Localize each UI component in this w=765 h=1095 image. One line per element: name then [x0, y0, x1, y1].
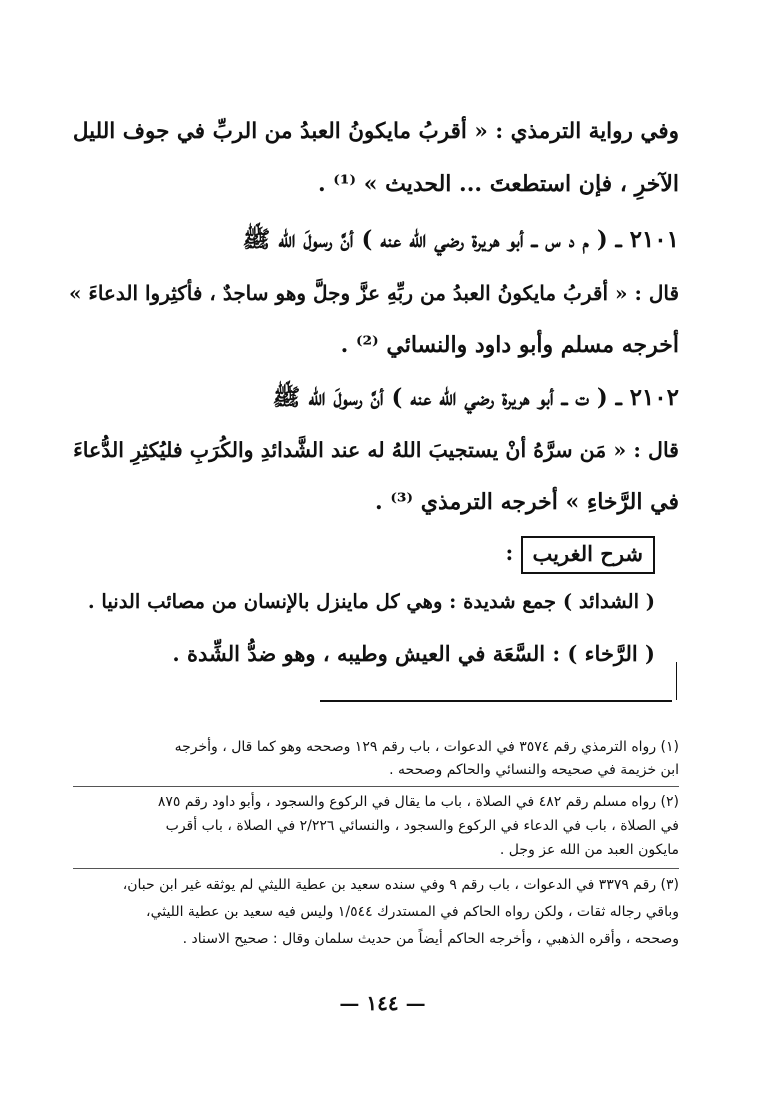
footnote-3-line-2: وباقي رجاله ثقات ، ولكن رواه الحاكم في المستدرك ١/٥٤٤ وليس فيه سعيد بن عطية الليثي،: [146, 904, 679, 920]
footnote-1-line-2: ابن خزيمة في صحيحه والنسائي والحاكم وصححه .: [389, 762, 679, 778]
body-line-5: أخرجه مسلم وأبو داود والنسائي ⁽²⁾ .: [340, 332, 679, 358]
gloss-heading-colon: :: [505, 540, 514, 565]
footnote-3-line-1: (٣) رقم ٣٣٧٩ في الدعوات ، باب رقم ٩ وفي سنده سعيد بن عطية الليثي لم يوثقه غير ابن حبان،: [122, 877, 679, 893]
body-line-4: قال : « أقربُ مايكونُ العبدُ من ربِّهِ عزَّ وجلَّ وهو ساجدٌ ، فأكثِروا الدعاءَ »: [68, 281, 679, 305]
margin-mark: [676, 662, 677, 700]
gloss-entry-rakha: ( الرَّخاء ) : السَّعَة في العيش وطيبه ، وهو ضدُّ الشِّدة .: [172, 641, 655, 666]
gloss-heading-label: شرح الغريب: [521, 536, 655, 574]
footnote-2-line-2: في الصلاة ، باب في الدعاء في الركوع والسجود ، والنسائي ٢/٢٢٦ في الصلاة ، باب أقرب: [165, 818, 679, 834]
body-line-1: وفي رواية الترمذي : « أقربُ مايكونُ العبدُ من الربِّ في جوف الليل: [72, 119, 679, 144]
footnote-1-line-1: (١) رواه الترمذي رقم ٣٥٧٤ في الدعوات ، باب رقم ١٢٩ وصححه وهو كما قال ، وأخرجه: [174, 739, 679, 755]
gloss-entry-shadaid: ( الشدائد ) جمع شديدة : وهي كل ماينزل بالإنسان من مصائب الدنيا .: [87, 590, 655, 613]
body-line-7: قال : « مَن سرَّهُ أنْ يستجيبَ اللهُ له عند الشَّدائدِ والكُرَبِ فليُكثِرِ الدُّعاءَ: [73, 438, 679, 462]
footnote-3-line-3: وصححه ، وأقره الذهبي ، وأخرجه الحاكم أيضاً من حديث سلمان وقال : صحيح الاسناد .: [182, 931, 679, 947]
body-line-2: الآخرِ ، فإن استطعتَ ... الحديث » ⁽¹⁾ .: [317, 171, 679, 197]
footnote-rule: [73, 786, 679, 787]
hadith-2102-heading: ٢١٠٢ ــ ( ت ــ أبو هريرة رضي الله عنه ) أنَّ رسولَ الله ﷺ: [272, 384, 679, 411]
body-line-8: في الرَّخاءِ » أخرجه الترمذي ⁽³⁾ .: [375, 489, 679, 515]
footnote-rule: [73, 868, 679, 869]
footnote-2-line-1: (٢) رواه مسلم رقم ٤٨٢ في الصلاة ، باب ما يقال في الركوع والسجود ، وأبو داود رقم ٨٧٥: [157, 794, 679, 810]
footnote-2-line-3: مايكون العبد من الله عز وجل .: [499, 842, 679, 858]
page-number: — ١٤٤ —: [339, 991, 426, 1015]
gloss-heading: [505, 533, 655, 574]
hadith-2101-heading: ٢١٠١ ــ ( م د س ــ أبو هريرة رضي الله عنه ) أنَّ رسولَ الله ﷺ: [242, 226, 679, 253]
footnote-separator: [320, 700, 672, 702]
